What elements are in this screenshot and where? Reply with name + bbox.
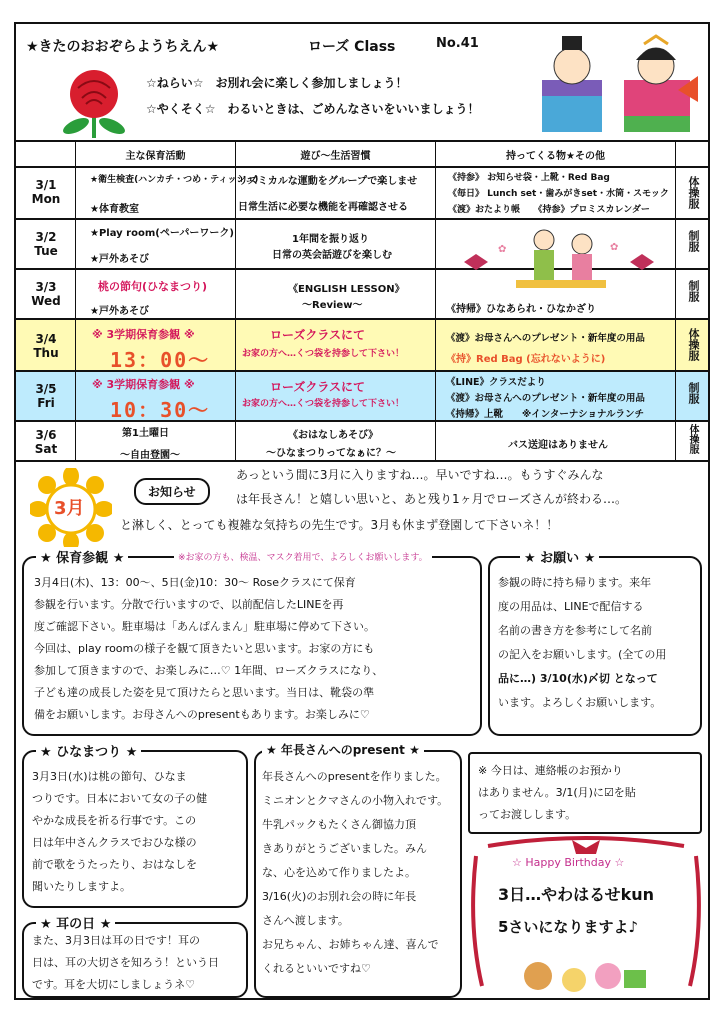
play-line: 日常の英会話遊びを楽しむ xyxy=(272,250,392,261)
row-date: 3/6 xyxy=(35,428,57,442)
onegai-line: います。よろしくお願いします。 xyxy=(498,696,662,709)
weekly-schedule-table xyxy=(16,142,708,462)
present-line: さんへ渡します。 xyxy=(262,914,349,927)
svg-text:✿: ✿ xyxy=(610,242,619,253)
row-day: Tue xyxy=(34,244,58,258)
bring-line: 《渡》おたより帳 《持参》プロミスカレンダー xyxy=(448,205,650,215)
hinamatsuri-line: つりです。日本において女の子の健 xyxy=(32,792,208,805)
play-line: ローズクラスにて xyxy=(270,328,366,342)
play-line: ローズクラスにて xyxy=(270,380,366,394)
row-date: 3/1 xyxy=(35,178,57,192)
notice-message-line: は年長さん！と嬉しい思いと、あと残り1ヶ月でローズさんが終わる…。 xyxy=(236,492,628,506)
row-day: Wed xyxy=(31,294,61,308)
play-header: 遊び～生活習慣 xyxy=(236,142,436,166)
present-line: ミニオンとクマさんの小物入れです。 xyxy=(262,794,449,807)
hinamatsuri-title: ★ ひなまつり ★ xyxy=(36,741,141,760)
sankan-line: 参観を行います。分散で行いますので、以前配信したLINEを再 xyxy=(34,598,344,611)
row-day: Mon xyxy=(31,192,61,206)
onegai-line: 品に…) 3/10(水)〆切 となって xyxy=(498,672,658,685)
play-line: ～ひなまつりってなぁに？～ xyxy=(266,448,396,459)
renraku-box xyxy=(468,752,702,834)
play-line: 日常生活に必要な機能を再確認させる xyxy=(238,202,408,213)
month-badge-label: 3月 xyxy=(54,498,85,519)
row-date: 3/3 xyxy=(35,280,57,294)
play-line: 1年間を振り返り xyxy=(292,234,369,245)
activity-line: ～自由登園～ xyxy=(120,450,180,461)
table-row xyxy=(16,422,708,462)
mimi-box xyxy=(22,917,248,998)
present-line: お兄ちゃん、お姉ちゃん達、喜んで xyxy=(262,938,439,951)
present-title: ★ 年長さんへのpresent ★ xyxy=(262,741,424,758)
activity-line: 第1土曜日 xyxy=(122,428,169,439)
present-line: 牛乳パックもたくさん御協力頂 xyxy=(262,818,416,831)
activity-line: ※ 3学期保育参観 ※ xyxy=(92,378,195,391)
bring-line: 《毎日》 Lunch set・歯みがきset・水筒・スモック xyxy=(448,189,669,199)
sankan-line: 度ご確認下さい。駐車場は「あんぱんまん」駐車場に停めて下さい。 xyxy=(34,620,375,633)
row-date: 3/4 xyxy=(35,332,57,346)
play-line: お家の方へ…くつ袋を持参して下さい！ xyxy=(242,349,405,359)
notice-message-line: あっという間に3月に入りますね…。早いですね…。もうすぐみんな xyxy=(236,468,604,482)
row-day: Fri xyxy=(37,396,55,410)
bring-line: 《持》Red Bag (忘れないように) xyxy=(446,354,606,365)
activity-line: ※ 3学期保育参観 ※ xyxy=(92,328,195,341)
uniform-type: 体操服 xyxy=(687,176,700,209)
onegai-line: 参観の時に持ち帰ります。来年 xyxy=(498,576,652,589)
play-line: ～Review～ xyxy=(302,300,363,311)
play-line: お家の方へ…くつ袋を持参して下さい！ xyxy=(242,399,405,409)
activity-line: ★戸外あそび xyxy=(90,306,149,317)
bring-line: バス送迎はありません xyxy=(508,440,608,451)
mimi-title: ★ 耳の日 ★ xyxy=(36,913,115,932)
uniform-type: 制服 xyxy=(687,382,700,404)
onegai-line: 名前の書き方を参考にして名前 xyxy=(498,624,652,637)
table-row xyxy=(16,372,708,422)
birthday-card xyxy=(468,836,704,998)
rose-illustration xyxy=(54,68,136,140)
activity-line: ★体育教室 xyxy=(90,204,139,215)
mimi-line: 日は、耳の大切さを知ろう！という日 xyxy=(32,956,219,969)
onegai-box xyxy=(488,551,702,736)
row-date: 3/2 xyxy=(35,230,57,244)
hinamatsuri-line: 聞いたりしますよ。 xyxy=(32,880,131,893)
present-line: 3/16(火)のお別れ会の時に年長 xyxy=(262,890,417,903)
hinamatsuri-line: やかな成長を祈る行事です。この xyxy=(32,814,197,827)
bring-line: 《持帰》上靴 ※インターナショナルランチ xyxy=(446,409,645,420)
renraku-line: はありません。3/1(月)に☑を貼 xyxy=(478,786,636,799)
mimi-line: です。耳を大切にしましょうネ♡ xyxy=(32,978,195,991)
hina-dolls-illustration xyxy=(528,32,704,138)
hinamatsuri-line: 3月3日(水)は桃の節句、ひなま xyxy=(32,770,187,783)
event-time: 13：00～ xyxy=(110,348,211,372)
birthday-name: 3日…やわはるせkun xyxy=(498,885,655,904)
uniform-type: 体操服 xyxy=(687,328,700,361)
onegai-title: ★ お願い ★ xyxy=(520,547,599,566)
notice-section xyxy=(16,460,708,1000)
table-row xyxy=(16,168,708,220)
date-header xyxy=(16,142,76,166)
table-row xyxy=(16,320,708,372)
table-row xyxy=(16,220,708,270)
school-name: ★きたのおおぞらようちえん★ xyxy=(26,39,220,55)
issue-number: No.41 xyxy=(436,36,479,51)
uniform-type: 制服 xyxy=(687,230,700,252)
row-date: 3/5 xyxy=(35,382,57,396)
hinamatsuri-line: 日は年中さんクラスでおひな様の xyxy=(32,836,197,849)
bring-header: 持ってくる物★その他 xyxy=(436,142,676,166)
birthday-banner: ☆ Happy Birthday ☆ xyxy=(512,856,625,869)
row-day: Thu xyxy=(33,346,59,360)
birthday-age: 5さいになりますよ♪ xyxy=(498,918,639,936)
sankan-title: ★ 保育参観 ★ xyxy=(36,547,128,566)
renraku-line: ってお渡しします。 xyxy=(478,808,577,821)
event-time: 10：30～ xyxy=(110,398,211,422)
sankan-line: 3月4日(木)、13：00～、5日(金)10：30～ Roseクラスにて保育 xyxy=(34,576,356,589)
present-line: くれるといいですね♡ xyxy=(262,962,371,975)
notice-message-line: と淋しく、とっても複雑な気持ちの先生です。3月も休まず登園して下さいネ！！ xyxy=(120,518,559,532)
notice-label: お知らせ xyxy=(134,478,210,505)
activity-line: ★Play room(ペーパーワーク) xyxy=(90,228,234,239)
row-day: Sat xyxy=(34,442,58,456)
bring-line: 《渡》お母さんへのプレゼント・新年度の用品 xyxy=(446,393,645,404)
sankan-line: 子ども達の成長した姿を見て頂けたらと思います。当日は、靴袋の準 xyxy=(34,686,375,699)
sankan-line: 備をお願いします。お母さんへのpresentもあります。お楽しみに♡ xyxy=(34,708,370,721)
activity-line: ★衛生検査(ハンカチ・つめ・ティッシュ) xyxy=(90,175,259,185)
bring-line: 《持参》 お知らせ袋・上靴・Red Bag xyxy=(448,173,610,183)
uniform-type: 制服 xyxy=(687,280,700,302)
goal-line: ☆ねらい☆ お別れ会に楽しく参加しましょう！ xyxy=(146,76,408,90)
activity-line: 桃の節句(ひなまつり) xyxy=(98,280,208,293)
play-line: リズミカルな運動をグループで楽しませ xyxy=(238,176,418,187)
wear-header xyxy=(676,142,708,166)
mimi-line: また、3月3日は耳の日です！耳の xyxy=(32,934,200,947)
onegai-line: の記入をお願いします。(全ての用 xyxy=(498,648,667,661)
present-line: な、心を込めて作りましたよ。 xyxy=(262,866,416,879)
sankan-line: 参加して頂きますので、お楽しみに…♡ 1年間、ローズクラスになり、 xyxy=(34,664,384,677)
present-box xyxy=(254,743,462,998)
hinamatsuri-line: 前で歌をうたったり、おはなしを xyxy=(32,858,197,871)
play-line: 《おはなしあそび》 xyxy=(288,430,379,441)
uniform-type: 体操服 xyxy=(687,424,698,454)
sankan-line: 今回は、play roomの様子を観て頂きたいと思います。お家の方にも xyxy=(34,642,375,655)
svg-text:✿: ✿ xyxy=(498,244,507,255)
bring-line: 《渡》お母さんへのプレゼント・新年度の用品 xyxy=(446,333,645,344)
renraku-line: ※ 今日は、連絡帳のお預かり xyxy=(478,764,623,777)
newsletter-page xyxy=(14,22,710,1000)
play-line: 《ENGLISH LESSON》 xyxy=(288,284,405,295)
activity-header: 主な保育活動 xyxy=(76,142,236,166)
hinamatsuri-box xyxy=(22,745,248,908)
table-row xyxy=(16,270,708,320)
onegai-line: 度の用品は、LINEで配信する xyxy=(498,600,644,613)
present-line: きありがとうございました。みん xyxy=(262,842,427,855)
sankan-note: ※お家の方も、検温、マスク着用で、よろしくお願いします。 xyxy=(174,550,432,563)
bring-line: 《持帰》ひなあられ・ひなかざり xyxy=(446,304,596,315)
sankan-box xyxy=(22,551,482,736)
activity-line: ★戸外あそび xyxy=(90,254,149,265)
promise-line: ☆やくそく☆ わるいときは、ごめんなさいをいいましょう！ xyxy=(146,102,480,116)
header xyxy=(16,24,708,142)
table-header-row xyxy=(16,142,708,168)
class-name: ローズ Class xyxy=(308,39,396,55)
present-line: 年長さんへのpresentを作りました。 xyxy=(262,770,447,783)
bring-line: 《LINE》クラスだより xyxy=(446,377,546,388)
